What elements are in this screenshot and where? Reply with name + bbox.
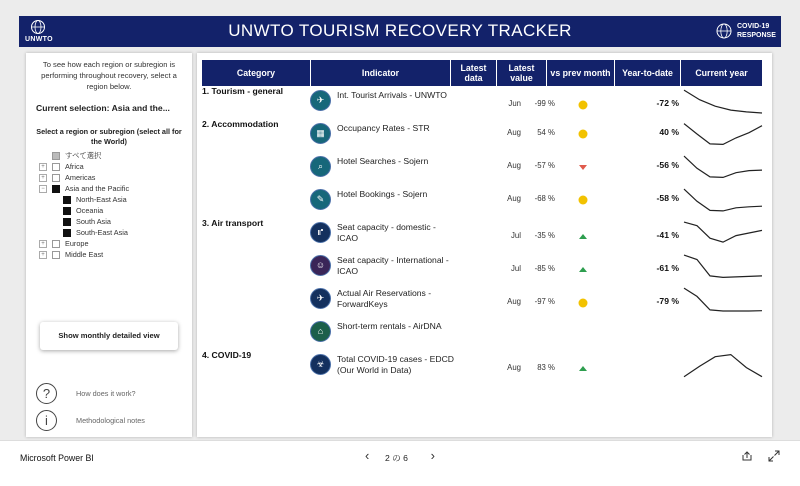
region-filter-panel xyxy=(26,53,192,437)
report-header xyxy=(19,16,781,47)
latest-value-cell: 54 % xyxy=(537,128,555,137)
region-checkbox[interactable] xyxy=(63,229,71,237)
powerbi-footer xyxy=(0,440,800,486)
ytd-cell: -56 % xyxy=(656,160,679,170)
app-name: Microsoft Power BI xyxy=(20,453,94,463)
sparkline-path xyxy=(684,90,762,113)
intro-text: To see how each region or subregion is performing throughout recovery, select a region below. xyxy=(41,60,177,91)
monthly-detail-button[interactable]: Show monthly detailed view xyxy=(40,322,178,350)
expand-icon[interactable]: + xyxy=(39,163,47,171)
info-icon[interactable]: i xyxy=(36,410,57,431)
latest-value-cell: -85 % xyxy=(534,264,555,273)
share-icon[interactable] xyxy=(741,450,753,462)
current-year-sparkline xyxy=(682,284,764,314)
table-row xyxy=(197,86,772,118)
header-current-year: Current year xyxy=(680,60,762,86)
region-label: South Asia xyxy=(76,217,111,226)
header-indicator: Indicator xyxy=(310,60,450,86)
page-navigator xyxy=(365,449,435,469)
indicator-name: Short-term rentals - AirDNA xyxy=(337,321,442,331)
covid-logo-line1: COVID-19 xyxy=(737,23,770,30)
search-icon: ⌕ xyxy=(310,156,331,177)
current-year-sparkline xyxy=(682,86,764,116)
rental-icon: ⌂ xyxy=(310,321,331,342)
region-label: Oceania xyxy=(76,206,104,215)
table-row xyxy=(197,284,772,316)
collapse-icon[interactable]: − xyxy=(39,185,47,193)
methodological-notes-label: Methodological notes xyxy=(76,416,145,425)
latest-value-cell: -35 % xyxy=(534,231,555,240)
unwto-logo-text: UNWTO xyxy=(25,36,53,43)
latest-value-cell: -99 % xyxy=(534,99,555,108)
latest-data-cell: Aug xyxy=(507,363,521,372)
page-indicator: 2 の 6 xyxy=(385,453,408,463)
neutral-circle-icon xyxy=(578,100,588,110)
how-it-works-label: How does it work? xyxy=(76,389,136,398)
table-row xyxy=(197,251,772,283)
latest-data-cell: Aug xyxy=(507,161,521,170)
latest-data-cell: Jul xyxy=(511,264,521,273)
region-checkbox[interactable] xyxy=(63,196,71,204)
plane-booking-icon: ✈ xyxy=(310,288,331,309)
table-row xyxy=(197,317,772,349)
region-label: Asia and the Pacific xyxy=(65,184,130,193)
current-year-sparkline xyxy=(682,185,764,215)
latest-data-cell: Aug xyxy=(507,128,521,137)
neutral-circle-icon xyxy=(578,195,588,205)
sparkline-path xyxy=(684,124,762,145)
table-header xyxy=(202,60,762,86)
region-label: Americas xyxy=(65,173,96,182)
neutral-circle-icon xyxy=(578,298,588,308)
latest-value-cell: -68 % xyxy=(534,194,555,203)
passenger-icon: ☺ xyxy=(310,255,331,276)
current-year-sparkline xyxy=(682,218,764,248)
sparkline-path xyxy=(684,355,762,377)
plane-icon: ✈ xyxy=(310,90,331,111)
ytd-cell: -58 % xyxy=(656,193,679,203)
sparkline-path xyxy=(684,189,762,211)
seat-icon: ⑈ xyxy=(310,222,331,243)
category-label: 4. COVID-19 xyxy=(202,350,252,360)
indicator-name: Occupancy Rates - STR xyxy=(337,123,430,133)
select-hint: Select a region or subregion (select all for the World) xyxy=(36,127,182,146)
latest-data-cell: Aug xyxy=(507,297,521,306)
neutral-circle-icon xyxy=(578,129,588,139)
expand-icon[interactable]: + xyxy=(39,174,47,182)
indicator-name: Hotel Searches - Sojern xyxy=(337,156,429,166)
region-label: すべて選択 xyxy=(65,151,102,160)
up-triangle-icon xyxy=(578,265,588,275)
ytd-cell: -72 % xyxy=(656,98,679,108)
sparkline-path xyxy=(684,222,762,242)
header-year-to-date: Year-to-date xyxy=(614,60,680,86)
tracker-table xyxy=(197,53,772,437)
question-icon[interactable]: ? xyxy=(36,383,57,404)
region-checkbox[interactable] xyxy=(52,174,60,182)
category-label: 3. Air transport xyxy=(202,218,264,228)
booking-icon: ✎ xyxy=(310,189,331,210)
current-year-sparkline xyxy=(682,251,764,281)
category-label: 2. Accommodation xyxy=(202,119,279,129)
header-latest-value: Latest value xyxy=(496,60,546,86)
region-checkbox[interactable] xyxy=(52,251,60,259)
next-page-button[interactable]: › xyxy=(430,448,435,463)
ytd-cell: 40 % xyxy=(659,127,679,137)
region-checkbox[interactable] xyxy=(52,152,60,160)
methodological-notes-link[interactable] xyxy=(36,410,186,432)
indicator-name: Total COVID-19 cases - EDCD (Our World in Data) xyxy=(337,354,455,375)
covid-logo-line2: RESPONSE xyxy=(737,32,776,39)
table-row xyxy=(197,185,772,217)
category-label: 1. Tourism - general xyxy=(202,86,284,96)
region-checkbox[interactable] xyxy=(52,163,60,171)
header-category: Category xyxy=(236,68,276,78)
up-triangle-icon xyxy=(578,364,588,374)
fullscreen-icon[interactable] xyxy=(768,450,780,462)
region-label: Europe xyxy=(65,239,89,248)
covid-response-logo xyxy=(715,20,776,44)
sparkline-path xyxy=(684,156,762,177)
ytd-cell: -79 % xyxy=(656,296,679,306)
down-triangle-icon xyxy=(578,162,588,172)
indicator-name: Seat capacity - domestic - ICAO xyxy=(337,222,436,243)
region-label: Middle East xyxy=(65,250,104,259)
up-triangle-icon xyxy=(578,232,588,242)
latest-value-cell: -97 % xyxy=(534,297,555,306)
indicator-name: Seat capacity - International - ICAO xyxy=(337,255,449,276)
indicator-name: Actual Air Reservations - ForwardKeys xyxy=(337,288,432,309)
region-checkbox[interactable] xyxy=(52,185,60,193)
expand-icon[interactable]: + xyxy=(39,251,47,259)
indicator-name: Int. Tourist Arrivals - UNWTO xyxy=(337,90,447,100)
region-label: Africa xyxy=(65,162,84,171)
current-year-sparkline xyxy=(682,152,764,182)
prev-page-button[interactable]: ‹ xyxy=(365,448,370,463)
sparkline-path xyxy=(684,255,762,277)
table-row xyxy=(197,218,772,250)
region-label: South-East Asia xyxy=(76,228,128,237)
expand-icon[interactable]: + xyxy=(39,240,47,248)
latest-data-cell: Jun xyxy=(508,99,521,108)
current-year-sparkline xyxy=(682,350,764,380)
page-title: UNWTO TOURISM RECOVERY TRACKER xyxy=(228,21,572,40)
globe-icon xyxy=(715,22,733,40)
region-checkbox[interactable] xyxy=(63,218,71,226)
latest-data-cell: Jul xyxy=(511,231,521,240)
ytd-cell: -41 % xyxy=(656,230,679,240)
indicator-name: Hotel Bookings - Sojern xyxy=(337,189,428,199)
ytd-cell: -61 % xyxy=(656,263,679,273)
header-vs-prev-month: vs prev month xyxy=(546,60,614,86)
region-label: North-East Asia xyxy=(76,195,127,204)
current-year-sparkline xyxy=(682,119,764,149)
latest-value-cell: 83 % xyxy=(537,363,555,372)
header-latest-data: Latest data xyxy=(450,60,496,86)
table-row xyxy=(197,119,772,151)
region-checkbox[interactable] xyxy=(52,240,60,248)
table-row xyxy=(197,350,772,382)
how-it-works-link[interactable] xyxy=(36,383,186,405)
covid-icon: ☣ xyxy=(310,354,331,375)
sparkline-path xyxy=(684,288,762,311)
region-checkbox[interactable] xyxy=(63,207,71,215)
latest-value-cell: -57 % xyxy=(534,161,555,170)
building-icon: ▦ xyxy=(310,123,331,144)
latest-data-cell: Aug xyxy=(507,194,521,203)
current-selection: Current selection: Asia and the... xyxy=(36,103,170,113)
table-row xyxy=(197,152,772,184)
